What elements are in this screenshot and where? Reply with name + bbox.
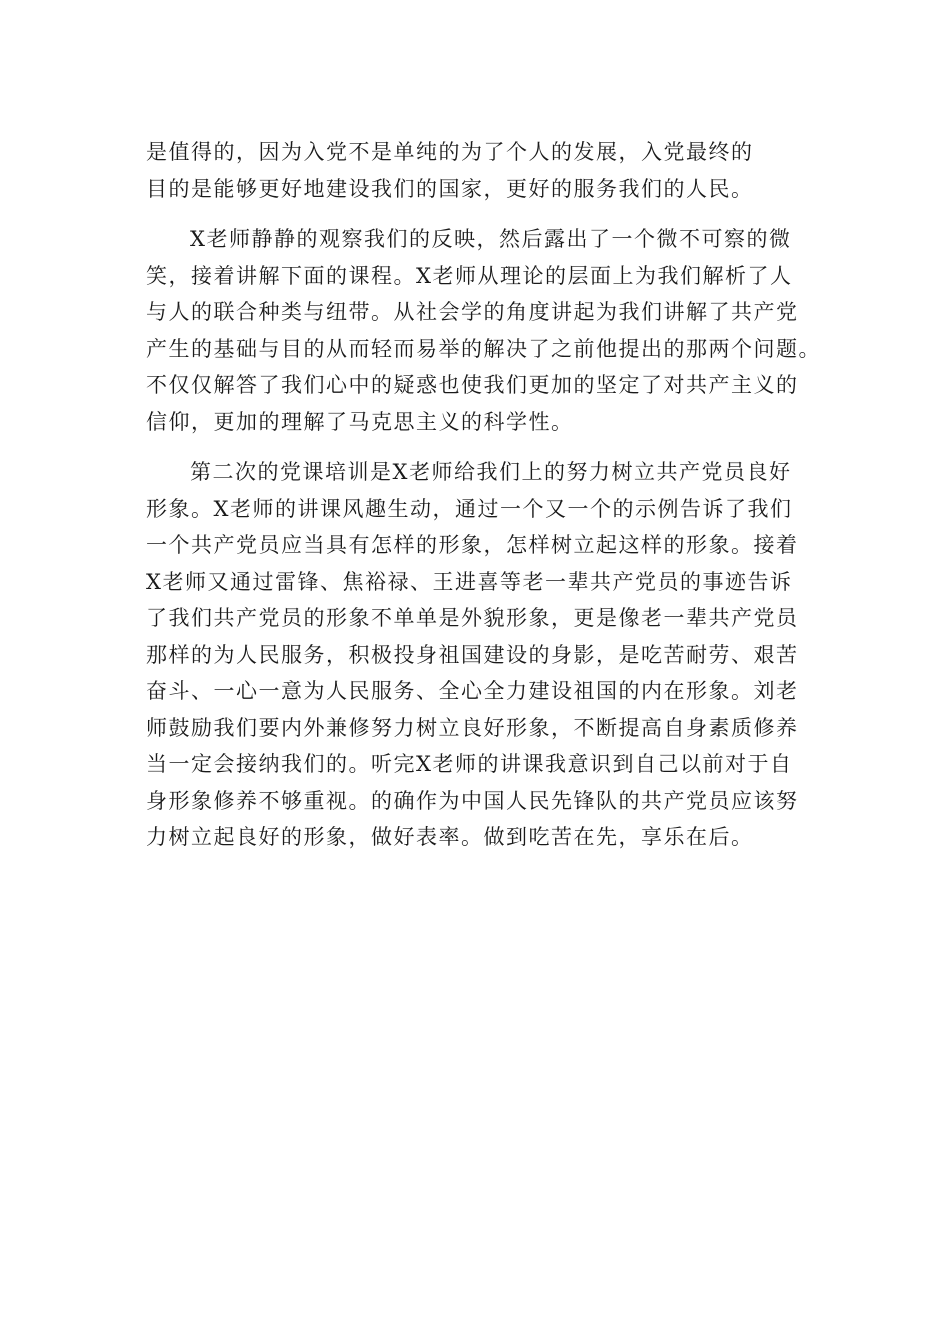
document-body: [146, 134, 826, 870]
text-line: 那样的为人民服务，积极投身祖国建设的身影，是吃苦耐劳、艰苦: [146, 642, 799, 667]
paragraph-2: [146, 221, 826, 440]
text-line: 师鼓励我们要内外兼修努力树立良好形象，不断提高自身素质修养: [146, 715, 799, 740]
text-line: 奋斗、一心一意为人民服务、全心全力建设祖国的内在形象。刘老: [146, 679, 799, 703]
text-line: 了我们共产党员的形象不单单是外貌形象，更是像老一辈共产党员: [146, 606, 799, 630]
text-line: 与人的联合种类与纽带。从社会学的角度讲起为我们讲解了共产党: [146, 300, 799, 324]
paragraph-1: [146, 134, 826, 207]
text-line: 信仰，更加的理解了马克思主义的科学性。: [146, 409, 574, 434]
text-line: 不仅仅解答了我们心中的疑惑也使我们更加的坚定了对共产主义的: [146, 373, 799, 397]
text-line: 身形象修养不够重视。的确作为中国人民先锋队的共产党员应该努: [146, 788, 799, 813]
text-line: X老师静静的观察我们的反映，然后露出了一个微不可察的微: [190, 227, 792, 251]
text-line: 目的是能够更好地建设我们的国家，更好的服务我们的人民。: [146, 176, 754, 201]
text-line: 产生的基础与目的从而轻而易举的解决了之前他提出的那两个问题。: [146, 336, 821, 361]
text-line: 笑，接着讲解下面的课程。X老师从理论的层面上为我们解析了人: [146, 263, 793, 288]
text-line: 当一定会接纳我们的。听完X老师的讲课我意识到自己以前对于自: [146, 752, 793, 776]
text-line: 是值得的，因为入党不是单纯的为了个人的发展，入党最终的: [146, 140, 754, 164]
text-line: 第二次的党课培训是X老师给我们上的努力树立共产党员良好: [190, 460, 792, 484]
text-line: X老师又通过雷锋、焦裕禄、王进喜等老一辈共产党员的事迹告诉: [146, 569, 793, 594]
text-line: 形象。X老师的讲课风趣生动，通过一个又一个的示例告诉了我们: [146, 496, 793, 521]
text-line: 一个共产党员应当具有怎样的形象，怎样树立起这样的形象。接着: [146, 533, 799, 557]
text-line: 力树立起良好的形象，做好表率。做到吃苦在先，享乐在后。: [146, 825, 754, 849]
paragraph-3: [146, 454, 826, 856]
